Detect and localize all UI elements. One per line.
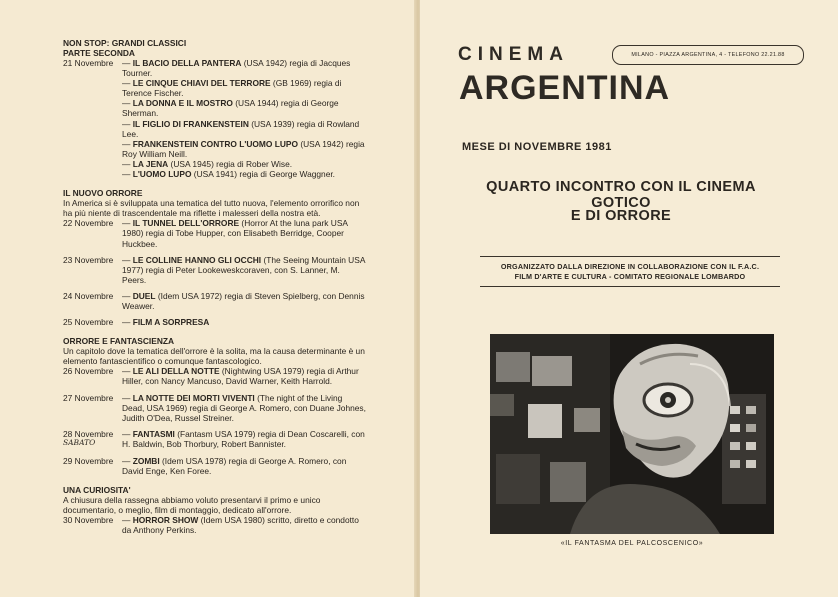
- film-title: LA DONNA E IL MOSTRO: [132, 98, 233, 109]
- film-listing: — LA NOTTE DEI MORTI VIVENTI (The night of the Living Dead, USA 1969) regia di George A. Romero, con Duane Johnes, Judith O'Dea, Russel Streiner.: [122, 392, 366, 423]
- film-listing: — IL BACIO DELLA PANTERA (USA 1942) regia di Jacques Tourner.: [122, 58, 351, 79]
- entry-films: [122, 366, 366, 386]
- entry-date: [63, 366, 122, 386]
- address-text: MILANO - PIAZZA ARGENTINA, 4 - TELEFONO 22.21.88: [631, 52, 785, 58]
- program-entry: [63, 58, 366, 179]
- entry-films: [122, 429, 366, 450]
- film-title: FRANKENSTEIN CONTRO L'UOMO LUPO: [132, 138, 299, 149]
- entry-date-text: 25 Novembre: [63, 317, 114, 328]
- program-column: [63, 38, 366, 536]
- film-title: IL TUNNEL DELL'ORRORE: [132, 218, 240, 229]
- cinema-label: CINEMA: [458, 44, 569, 65]
- entry-films: [122, 393, 366, 423]
- entry-date-text: 21 Novembre: [63, 58, 114, 68]
- program-entry: [63, 366, 366, 386]
- entry-date-text: 30 Novembre: [63, 515, 114, 526]
- film-title: FILM A SORPRESA: [132, 317, 210, 328]
- event-title-line-1: QUARTO INCONTRO CON IL CINEMA GOTICO: [486, 179, 756, 211]
- rule-top: [480, 256, 780, 257]
- entry-date-text: 28 Novembre: [63, 428, 114, 439]
- film-listing: — LE ALI DELLA NOTTE (Nightwing USA 1979) regia di Arthur Hiller, con Nancy Mancuso, David Warner, Keith Harrold.: [122, 366, 359, 387]
- section-heading: UNA CURIOSITA': [63, 485, 131, 496]
- film-details: (Idem USA 1980) scritto, diretto e condotto da Anthony Perkins.: [122, 515, 359, 536]
- section-heading: ORRORE E FANTASCIENZA: [63, 336, 175, 347]
- film-title: FANTASMI: [132, 428, 175, 439]
- entry-date-text: 24 Novembre: [63, 290, 114, 301]
- film-listing: — FILM A SORPRESA: [122, 317, 210, 328]
- section-intro: Un capitolo dove la tematica dell'orrore è la solita, ma la causa determinante è un elemento fantascientifico o comunque fantascologico.: [63, 346, 365, 367]
- entry-date-text: 29 Novembre: [63, 456, 114, 466]
- address-box: [612, 45, 804, 65]
- entry-date: [63, 515, 122, 535]
- film-details: (Nightwing USA 1979) regia di Arthur Hiller, con Nancy Mancuso, David Warner, Keith Harrold.: [122, 366, 359, 387]
- film-details: (GB 1969) regia di Terence Fischer.: [122, 78, 342, 99]
- entry-films: [122, 218, 366, 248]
- photo-caption: «IL FANTASMA DEL PALCOSCENICO»: [560, 540, 704, 547]
- film-title: HORROR SHOW: [132, 515, 199, 526]
- entry-date: [63, 393, 122, 423]
- program-entry: [63, 429, 366, 450]
- left-page: [0, 0, 416, 597]
- section-gap: [63, 179, 366, 188]
- film-listing: — LA JENA (USA 1945) regia di Rober Wise.: [122, 158, 293, 169]
- organizer-block: [480, 262, 780, 282]
- film-listing: — L'UOMO LUPO (USA 1941) regia di George Waggner.: [122, 169, 336, 180]
- section-intro: A chiusura della rassegna abbiamo voluto presentarvi il primo e unico documentario, o meglio, film di montaggio, dedicato all'orrore.: [63, 495, 321, 516]
- cinema-name: ARGENTINA: [459, 69, 671, 107]
- entry-date-text: 23 Novembre: [63, 254, 114, 265]
- film-listing: — LE COLLINE HANNO GLI OCCHI (The Seeing Mountain USA 1977) regia di Peter Lookeweskcoraven, con S. Lanner, M. Peers.: [122, 254, 365, 285]
- film-title: ZOMBI: [132, 456, 160, 466]
- film-title: LE COLLINE HANNO GLI OCCHI: [132, 254, 262, 265]
- entry-date: [63, 456, 122, 476]
- film-title: IL BACIO DELLA PANTERA: [132, 58, 242, 68]
- entry-date: [63, 218, 122, 248]
- film-details: (USA 1941) regia di George Waggner.: [191, 169, 336, 180]
- entry-date: [63, 317, 122, 327]
- section-heading: IL NUOVO ORRORE: [63, 188, 143, 199]
- film-listing: — DUEL (Idem USA 1972) regia di Steven Spielberg, con Dennis Weawer.: [122, 290, 365, 311]
- event-title-line-2: E DI ORRORE: [570, 208, 672, 224]
- film-details: (USA 1945) regia di Rober Wise.: [168, 158, 293, 169]
- film-listing: — IL FIGLIO DI FRANKENSTEIN (USA 1939) regia di Rowland Lee.: [122, 118, 360, 139]
- organizer-line-1: ORGANIZZATO DALLA DIREZIONE IN COLLABORAZIONE CON IL F.A.C.: [500, 262, 760, 271]
- film-title: LE CINQUE CHIAVI DEL TERRORE: [132, 78, 271, 89]
- program-entry: [63, 515, 366, 535]
- program-entry: [63, 291, 366, 311]
- entry-films: [122, 255, 366, 285]
- section-gap: [63, 327, 366, 336]
- film-details: (Idem USA 1972) regia di Steven Spielberg, con Dennis Weawer.: [122, 290, 365, 311]
- rule-bottom: [480, 286, 780, 287]
- program-entry: [63, 317, 366, 327]
- program-entry: [63, 393, 366, 423]
- film-listing: — LA DONNA E IL MOSTRO (USA 1944) regia di George Sherman.: [122, 98, 339, 119]
- section-intro: In America si è sviluppata una tematica del tutto nuova, l'elemento orrorifico non ha più niente di trascendentale ma riflette i malesseri della nostra età.: [63, 198, 360, 219]
- handwritten-note: SABATO: [63, 437, 96, 447]
- film-title: IL FIGLIO DI FRANKENSTEIN: [132, 118, 249, 129]
- entry-date-text: 26 Novembre: [63, 366, 114, 377]
- month-heading: MESE DI NOVEMBRE 1981: [462, 141, 612, 153]
- section-subheading: PARTE SECONDA: [63, 48, 135, 58]
- entry-films: [122, 58, 366, 179]
- film-title: LE ALI DELLA NOTTE: [132, 366, 220, 377]
- film-listing: — HORROR SHOW (Idem USA 1980) scritto, diretto e condotto da Anthony Perkins.: [122, 515, 359, 536]
- film-title: L'UOMO LUPO: [132, 169, 192, 180]
- film-details: (USA 1939) regia di Rowland Lee.: [122, 118, 360, 139]
- entry-films: [122, 456, 366, 476]
- organizer-line-2: FILM D'ARTE E CULTURA - COMITATO REGIONALE LOMBARDO: [514, 272, 746, 281]
- film-listing: — FRANKENSTEIN CONTRO L'UOMO LUPO (USA 1942) regia Roy William Neill.: [122, 138, 365, 159]
- film-details: (The Seeing Mountain USA 1977) regia di Peter Lookeweskcoraven, con S. Lanner, M. Peers.: [122, 254, 365, 285]
- film-title: LA NOTTE DEI MORTI VIVENTI: [132, 392, 255, 403]
- film-listing: — FANTASMI (Fantasm USA 1979) regia di Dean Coscarelli, con H. Baldwin, Bob Thorbury, Robert Bannister.: [122, 428, 365, 449]
- film-listing: — IL TUNNEL DELL'ORRORE (Horror At the luna park USA 1980) regia di Tobe Hupper, con Elisabeth Berridge, Cooper Huckbee.: [122, 218, 348, 249]
- film-details: (Idem USA 1978) regia di George A. Romero, con David Enge, Ken Foree.: [122, 456, 347, 477]
- film-still-photo: [490, 334, 774, 534]
- program-entry: [63, 255, 366, 285]
- film-listing: — ZOMBI (Idem USA 1978) regia di George A. Romero, con David Enge, Ken Foree.: [122, 456, 347, 477]
- section-gap: [63, 476, 366, 485]
- film-details: (The night of the Living Dead, USA 1969) regia di George A. Romero, con Duane Johnes, Judith O'Dea, Russel Streiner.: [122, 392, 366, 423]
- entry-films: [122, 515, 366, 535]
- film-details: (USA 1944) regia di George Sherman.: [122, 98, 339, 119]
- film-title: LA JENA: [132, 158, 169, 169]
- entry-films: [122, 291, 366, 311]
- program-entry: [63, 456, 366, 476]
- film-details: (Horror At the luna park USA 1980) regia di Tobe Hupper, con Elisabeth Berridge, Cooper Huckbee.: [122, 218, 348, 249]
- program-entry: [63, 218, 366, 248]
- entry-date: [63, 291, 122, 311]
- film-title: DUEL: [132, 290, 156, 301]
- entry-date: [63, 255, 122, 285]
- entry-films: [122, 317, 366, 327]
- entry-date: [63, 58, 122, 179]
- entry-date: [63, 429, 122, 450]
- section-heading: NON STOP: GRANDI CLASSICI: [63, 38, 187, 48]
- film-details: (Fantasm USA 1979) regia di Dean Coscarelli, con H. Baldwin, Bob Thorbury, Robert Bannister.: [122, 428, 365, 449]
- film-details: (USA 1942) regia Roy William Neill.: [122, 138, 365, 159]
- film-listing: — LE CINQUE CHIAVI DEL TERRORE (GB 1969) regia di Terence Fischer.: [122, 78, 342, 99]
- film-details: (USA 1942) regia di Jacques Tourner.: [122, 58, 351, 79]
- entry-date-text: 22 Novembre: [63, 218, 114, 229]
- phantom-mask-illustration: [490, 334, 774, 534]
- entry-date-text: 27 Novembre: [63, 392, 114, 403]
